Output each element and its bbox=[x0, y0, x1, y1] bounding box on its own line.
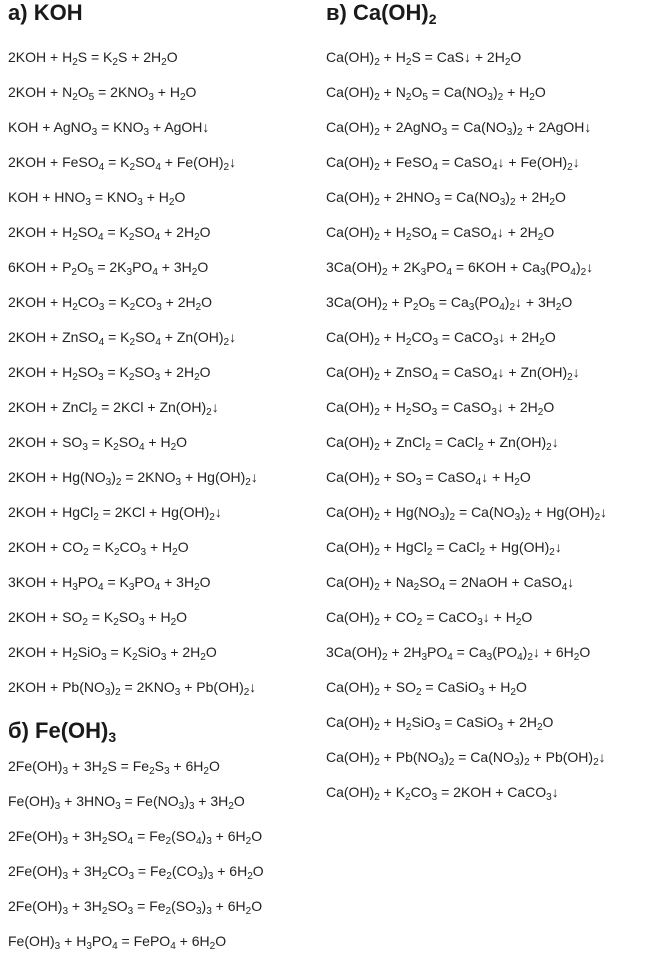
section-a-equation: 2KOH + ZnCl$_2$ = $2KCl + Zn(OH)_2↓$ bbox=[8, 399, 219, 418]
section-v-equation: $Ca(OH)_2$ + ZnSO$_4$ = CaSO$_4$↓ + $Zn(OH)_2↓$ bbox=[326, 364, 580, 383]
section-b-title-prefix: б) bbox=[8, 718, 36, 743]
section-v-title-formula: $Ca(OH)_2$ bbox=[352, 0, 437, 27]
section-v-equation: $Ca(OH)_2 + H_2SO_3$ = CaSO$_3$↓ + $2H_2O$ bbox=[326, 399, 555, 418]
section-v-title-prefix: в) bbox=[326, 0, 353, 25]
right-column bbox=[326, 0, 660, 810]
section-a-title-prefix: а) bbox=[8, 0, 34, 25]
section-a-equation: $6KOH + P_2O_5 = 2K_3PO_4 + 3H_2O$ bbox=[8, 259, 209, 278]
section-v-equation: $Ca(OH)_2 + 2HNO_3 = Ca(NO_3)_2 + 2H_2O$ bbox=[326, 189, 566, 208]
section-b-title-formula: $Fe(OH)_3$ bbox=[35, 718, 117, 745]
section-v-equation-list bbox=[326, 40, 660, 810]
section-v-equation: $Ca(OH)_2 + H_2SO_4$ = CaSO$_4$↓ + $2H_2O$ bbox=[326, 224, 555, 243]
section-v-equation: $Ca(OH)_2$ + FeSO$_4$ = CaSO$_4$↓ + $Fe(OH)_2↓$ bbox=[326, 154, 580, 173]
section-a-equation: $2KOH + Hg(NO_3)_2 = 2KNO_3$ + $Hg(OH)_2↓$ bbox=[8, 469, 258, 488]
section-a-equation: $2KOH + Pb(NO_3)_2 = 2KNO_3$ + $Pb(OH)_2↓$ bbox=[8, 679, 257, 698]
section-b-equation: $2Fe(OH)_3 + 3H_2SO_3 = Fe_2(SO_3)_3 + 6H_2O$ bbox=[8, 898, 263, 917]
section-a-equation: $3KOH + H_3PO_4 = K_3PO_4 + 3H_2O$ bbox=[8, 574, 211, 593]
section-a-title bbox=[8, 0, 326, 26]
section-v-equation: $Ca(OH)_2$ + HgCl$_2$ = CaCl$_2$ + $Hg(OH)_2↓$ bbox=[326, 539, 562, 558]
section-v-title bbox=[326, 0, 660, 26]
section-a-equation: KOH + $HNO_3 = KNO_3 + H_2O$ bbox=[8, 189, 186, 208]
section-v-equation: $Ca(OH)_2 + H_2CO_3$ = CaCO$_3$↓ + $2H_2O$ bbox=[326, 329, 556, 348]
left-column bbox=[8, 0, 326, 959]
section-b-equation: $2Fe(OH)_3 + 3H_2CO_3 = Fe_2(CO_3)_3 + 6H_2O$ bbox=[8, 863, 264, 882]
section-a-equation: $2KOH + CO_2 = K_2CO_3 + H_2O$ bbox=[8, 539, 189, 558]
section-v-equation: $3Ca(OH)_2 + 2H_3PO_4$ = $Ca_3(PO_4)_2↓ + 6H_2O$ bbox=[326, 644, 591, 663]
section-v-equation: $Ca(OH)_2 + Na_2SO_4$ = 2NaOH + CaSO$_4$↓ bbox=[326, 574, 575, 593]
section-b-equation: $2Fe(OH)_3 + 3H_2SO_4 = Fe_2(SO_4)_3 + 6H_2O$ bbox=[8, 828, 263, 847]
section-v-equation: $Ca(OH)_2$ + 2AgNO$_3$ = $Ca(NO_3)_2$ + 2AgOH↓ bbox=[326, 119, 592, 138]
section-v-equation: $Ca(OH)_2 + H_2S$ = CaS↓ + $2H_2O$ bbox=[326, 49, 522, 68]
section-a-equation: 2KOH + HgCl$_2$ = $2KCl + Hg(OH)_2↓$ bbox=[8, 504, 222, 523]
section-b-equation: $Fe(OH)_3 + H_3PO_4$ = FePO$_4$ + $6H_2O$ bbox=[8, 933, 227, 952]
section-v-equation: $Ca(OH)_2 + CO_2$ = CaCO$_3$↓ + $H_2O$ bbox=[326, 609, 533, 628]
section-v-equation: $Ca(OH)_2 + SO_3$ = CaSO$_4$↓ + $H_2O$ bbox=[326, 469, 531, 488]
section-v-equation: $Ca(OH)_2 + Pb(NO_3)_2 = Ca(NO_3)_2$ + $Pb(OH)_2↓$ bbox=[326, 749, 606, 768]
section-a-equation: $2KOH + H_2SiO_3 = K_2SiO_3 + 2H_2O$ bbox=[8, 644, 217, 663]
section-a-equation: $2KOH + SO_2 = K_2SO_3 + H_2O$ bbox=[8, 609, 188, 628]
section-v-equation: $Ca(OH)_2 + H_2SiO_3$ = CaSiO$_3$ + $2H_2O$ bbox=[326, 714, 554, 733]
section-b-equation: $Fe(OH)_3 + 3HNO_3 = Fe(NO_3)_3 + 3H_2O$ bbox=[8, 793, 245, 812]
section-v-equation: $Ca(OH)_2 + K_2CO_3 = 2KOH$ + CaCO$_3$↓ bbox=[326, 784, 559, 803]
section-a-equation: $2KOH + H_2CO_3 = K_2CO_3 + 2H_2O$ bbox=[8, 294, 213, 313]
section-a-equation: $2KOH + H_2S = K_2S + 2H_2O$ bbox=[8, 49, 178, 68]
section-a-equation: $2KOH + H_2SO_3 = K_2SO_3 + 2H_2O$ bbox=[8, 364, 211, 383]
section-a-equation: $2KOH + N_2O_5 = 2KNO_3 + H_2O$ bbox=[8, 84, 197, 103]
section-a-equation: KOH + AgNO$_3$ = $KNO_3$ + AgOH↓ bbox=[8, 119, 210, 138]
section-a-equation: $2KOH + SO_3 = K_2SO_4 + H_2O$ bbox=[8, 434, 188, 453]
section-v-equation: $3Ca(OH)_2 + 2K_3PO_4 = 6KOH$ + $Ca_3(PO_4)_2↓$ bbox=[326, 259, 594, 278]
section-v-equation: $Ca(OH)_2 + Hg(NO_3)_2 = Ca(NO_3)_2$ + $Hg(OH)_2↓$ bbox=[326, 504, 608, 523]
section-b-equation: $2Fe(OH)_3 + 3H_2S = Fe_2S_3 + 6H_2O$ bbox=[8, 758, 220, 777]
section-b-equation-list bbox=[8, 749, 326, 959]
section-v-equation: $Ca(OH)_2 + N_2O_5 = Ca(NO_3)_2 + H_2O$ bbox=[326, 84, 546, 103]
section-v-equation: $Ca(OH)_2 + SO_2$ = CaSiO$_3$ + $H_2O$ bbox=[326, 679, 527, 698]
section-a-title-formula: KOH bbox=[33, 0, 83, 25]
section-a-equation: $2KOH + H_2SO_4 = K_2SO_4 + 2H_2O$ bbox=[8, 224, 211, 243]
section-a-equation-list bbox=[8, 40, 326, 705]
section-a-equation: 2KOH + ZnSO$_4$ = $K_2SO_4$ + $Zn(OH)_2↓$ bbox=[8, 329, 237, 348]
section-v-equation: $Ca(OH)_2$ + ZnCl$_2$ = CaCl$_2$ + $Zn(OH)_2↓$ bbox=[326, 434, 559, 453]
section-a-equation: 2KOH + FeSO$_4$ = $K_2SO_4$ + $Fe(OH)_2↓$ bbox=[8, 154, 237, 173]
section-b-title bbox=[8, 718, 326, 744]
section-v-equation: $3Ca(OH)_2 + P_2O_5$ = $Ca_3(PO_4)_2↓ + 3H_2O$ bbox=[326, 294, 573, 313]
